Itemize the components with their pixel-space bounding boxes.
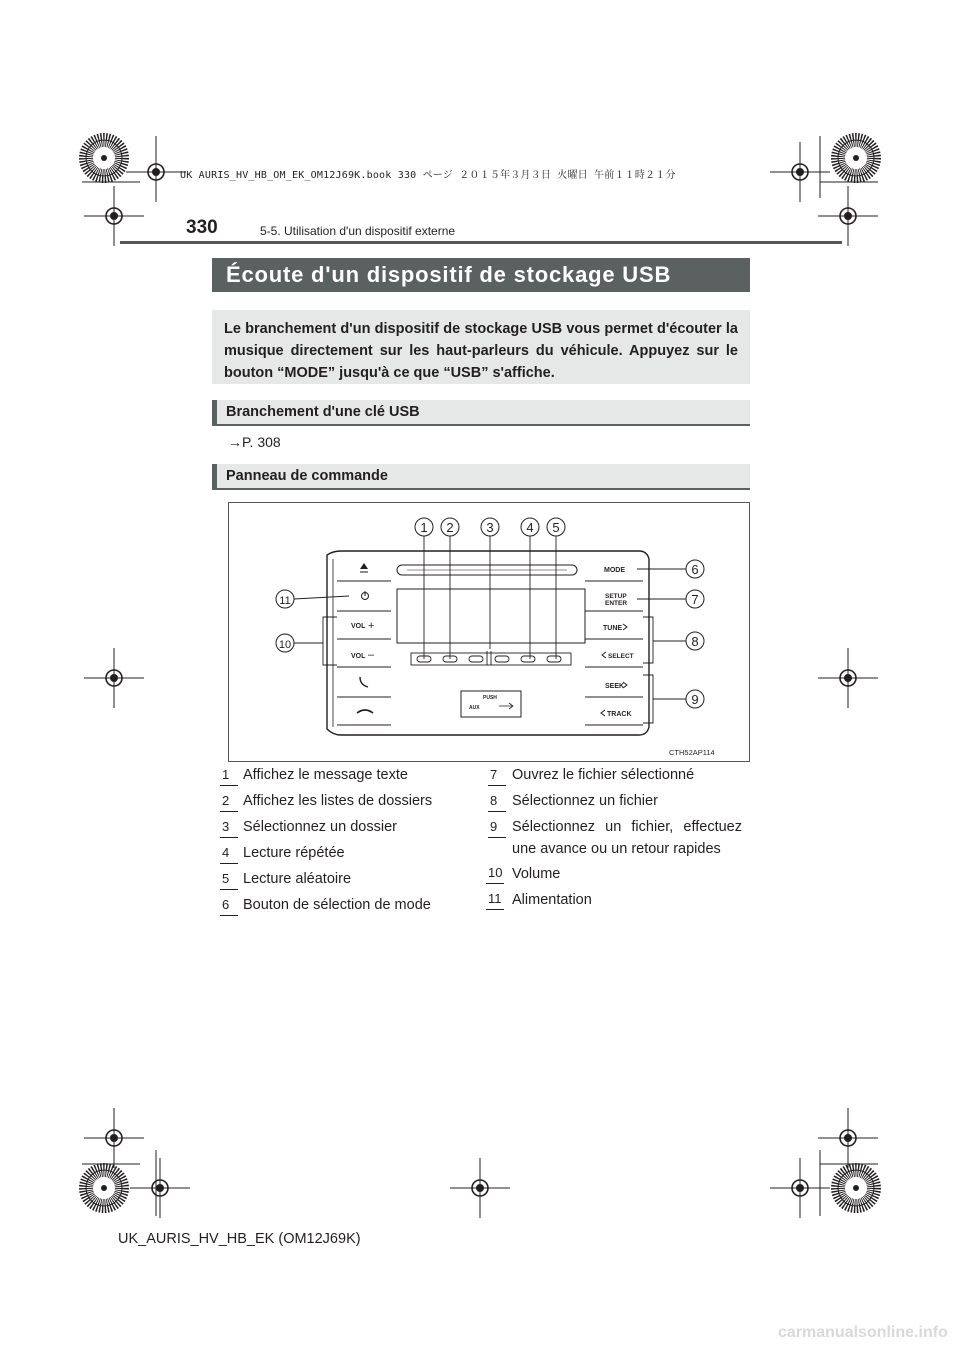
registration-target-icon: [450, 1158, 510, 1218]
legend-number: 9: [490, 820, 506, 838]
registration-target-icon: [818, 1108, 878, 1168]
registration-star-icon: [86, 1170, 122, 1206]
legend-number: 11: [488, 892, 504, 910]
usb-connect-heading-label: Branchement d'une clé USB: [226, 404, 420, 420]
callout-6: 6: [691, 562, 699, 577]
legend-item: Sélectionnez un dossier: [243, 819, 397, 835]
registration-target-icon: [818, 648, 878, 708]
legend-number: 5: [222, 872, 238, 890]
registration-target-icon: [130, 1158, 190, 1218]
svg-text:+: +: [368, 620, 375, 632]
push-label: PUSH: [483, 695, 497, 701]
legend-number: 6: [222, 898, 238, 916]
registration-target-icon: [770, 142, 830, 202]
callout-3: 3: [486, 520, 494, 535]
legend-item: Affichez les listes de dossiers: [243, 793, 433, 809]
hang-up-icon: [357, 710, 373, 713]
eject-icon: [360, 563, 368, 569]
callout-2: 2: [446, 520, 454, 535]
legend-item: Volume: [512, 866, 561, 882]
legend-number: 1: [222, 768, 238, 786]
registration-star-icon: [86, 140, 122, 176]
registration-target-icon: [126, 142, 186, 202]
print-info: UK AURIS_HV_HB_OM_EK_OM12J69K.book 330 ページ ２０１５年３月３日 火曜日 午前１１時２１分: [180, 170, 676, 181]
heading-bar: [212, 464, 217, 488]
legend-item: Alimentation: [512, 892, 592, 908]
page-number: 330: [186, 217, 218, 238]
legend-item: Lecture aléatoire: [243, 871, 352, 887]
callout-11: 11: [279, 595, 291, 607]
diagram-code: CTH52AP114: [669, 748, 715, 757]
phone-icon: [360, 677, 368, 687]
callout-5: 5: [552, 520, 560, 535]
legend-number: 8: [490, 794, 506, 812]
registration-star-icon: [838, 140, 874, 176]
control-panel-heading-label: Panneau de commande: [226, 468, 388, 484]
legend-item: Ouvrez le fichier sélectionné: [512, 767, 695, 783]
callout-8: 8: [691, 634, 699, 649]
vol-minus-label: VOL: [351, 653, 366, 660]
callout-9: 9: [691, 692, 699, 707]
legend-number: 7: [490, 768, 506, 786]
callout-7: 7: [691, 592, 699, 607]
legend-number: 4: [222, 846, 238, 864]
usb-icon: [499, 703, 513, 709]
control-panel-heading: [212, 464, 750, 490]
header-rule: [120, 241, 842, 244]
enter-label: ENTER: [605, 600, 628, 607]
tune-label: TUNE: [603, 625, 623, 632]
heading-bar: [212, 400, 217, 424]
control-panel-diagram: [228, 502, 750, 762]
mode-label: MODE: [604, 567, 625, 574]
registration-target-icon: [770, 1158, 830, 1218]
legend-item: Sélectionnez un fichier, effectuez: [512, 819, 742, 835]
legend-number: 2: [222, 794, 238, 812]
svg-text:–: –: [368, 649, 375, 661]
usb-connect-heading: [212, 400, 750, 426]
legend-number: 10: [488, 866, 504, 884]
registration-target-icon: [84, 648, 144, 708]
legend-item: Sélectionnez un fichier: [512, 793, 658, 809]
control-panel-illustration: [229, 503, 749, 761]
section-title: 5-5. Utilisation d'un dispositif externe: [260, 224, 456, 238]
page-title: Écoute d'un dispositif de stockage USB: [212, 258, 750, 292]
legend-number: 3: [222, 820, 238, 838]
intro-text: Le branchement d'un dispositif de stockage USB vous permet d'écouter la musique directement sur les haut-parleurs du véhicule. Appuyez sur le bouton “MODE” jusqu'à ce que “USB” s'affiche.: [212, 310, 750, 384]
legend-item: Affichez le message texte: [243, 767, 408, 783]
watermark: carmanualsonline.info: [778, 1324, 948, 1341]
preset-buttons: [411, 651, 571, 665]
display: [397, 589, 585, 643]
callout-1: 1: [420, 520, 428, 535]
footer-code: UK_AURIS_HV_HB_EK (OM12J69K): [118, 1231, 361, 1247]
page-reference: →P. 308: [228, 434, 281, 450]
registration-star-icon: [838, 1170, 874, 1206]
legend-item: Lecture répétée: [243, 845, 345, 861]
setup-label: SETUP: [605, 593, 627, 600]
legend-item: Bouton de sélection de mode: [243, 897, 431, 913]
registration-target-icon: [84, 1108, 144, 1168]
aux-label: AUX: [469, 705, 480, 711]
legend-item-continued: une avance ou un retour rapides: [512, 841, 721, 857]
callout-10: 10: [278, 639, 292, 651]
seek-label: SEEK: [605, 683, 625, 690]
track-label: TRACK: [607, 711, 632, 718]
registration-target-icon: [818, 186, 878, 246]
select-label: SELECT: [608, 653, 634, 660]
callout-4: 4: [526, 520, 534, 535]
vol-plus-label: VOL: [351, 623, 366, 630]
